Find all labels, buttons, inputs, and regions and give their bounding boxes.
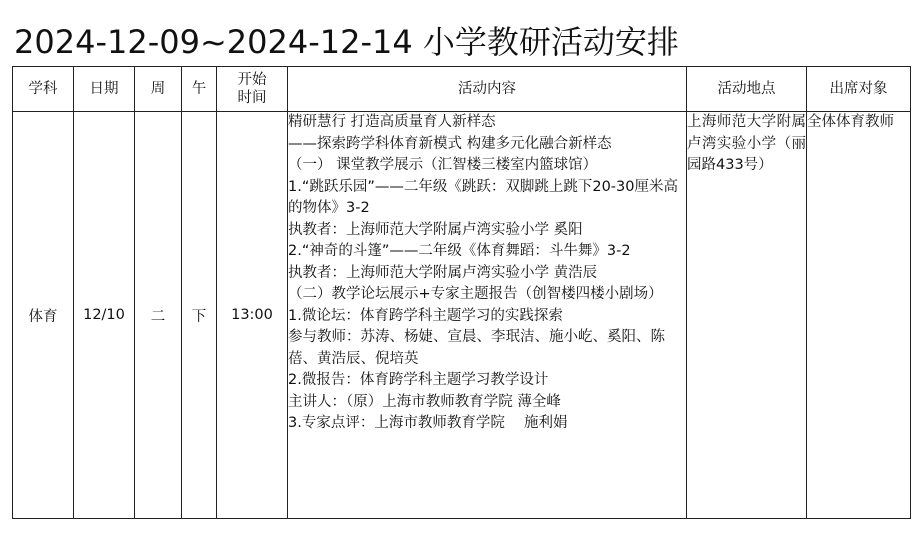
content-line: 1.“跳跃乐园”——二年级《跳跃：双脚跳上跳下20-30厘米高的物体》3-2 <box>288 178 678 216</box>
header-start-time-line1: 开始 <box>237 72 267 88</box>
content-line: ——探索跨学科体育新模式 构建多元化融合新样态 <box>288 135 612 152</box>
content-line: 精研慧行 打造高质量育人新样态 <box>288 114 496 130</box>
cell-location: 上海师范大学附属卢湾实验小学（丽园路433号） <box>687 112 807 519</box>
header-weekday: 周 <box>135 67 182 112</box>
cell-subject: 体育 <box>13 112 74 519</box>
cell-attendees: 全体体育教师 <box>807 112 911 519</box>
header-period: 午 <box>182 67 217 112</box>
content-line: 参与教师：苏涛、杨婕、宣晨、李珉洁、施小屹、奚阳、陈蓓、黄浩辰、倪培英 <box>288 329 665 367</box>
content-line: 执教者：上海师范大学附属卢湾实验小学 奚阳 <box>288 221 583 238</box>
cell-content <box>288 112 687 519</box>
header-start-time <box>217 67 288 112</box>
header-date: 日期 <box>74 67 135 112</box>
table-row <box>13 112 911 519</box>
header-content: 活动内容 <box>288 67 687 112</box>
content-line: （二）教学论坛展示+专家主题报告（创智楼四楼小剧场） <box>288 286 663 302</box>
content-line: 1.微论坛：体育跨学科主题学习的实践探索 <box>288 307 563 324</box>
page-title: 2024-12-09~2024-12-14 小学教研活动安排 <box>14 23 679 61</box>
table-header-row <box>13 67 911 112</box>
content-line: 2.微报告：体育跨学科主题学习教学设计 <box>288 372 549 388</box>
cell-date: 12/10 <box>74 112 135 519</box>
cell-weekday: 二 <box>135 112 182 519</box>
cell-start-time: 13:00 <box>217 112 288 519</box>
header-attendees: 出席对象 <box>807 67 911 112</box>
content-line: （一） 课堂教学展示（汇智楼三楼室内篮球馆） <box>288 157 598 173</box>
header-location: 活动地点 <box>687 67 807 112</box>
content-line: 2.“神奇的斗篷”——二年级《体育舞蹈：斗牛舞》3-2 <box>288 243 631 259</box>
header-start-time-line2: 时间 <box>237 90 267 106</box>
content-line: 主讲人：（原）上海市教师教育学院 薄全峰 <box>288 393 561 410</box>
schedule-table <box>12 66 911 519</box>
content-line: 3.专家点评：上海市教师教育学院 施利娟 <box>288 415 568 431</box>
header-subject: 学科 <box>13 67 74 112</box>
cell-period: 下 <box>182 112 217 519</box>
content-line: 执教者：上海师范大学附属卢湾实验小学 黄浩辰 <box>288 264 598 281</box>
